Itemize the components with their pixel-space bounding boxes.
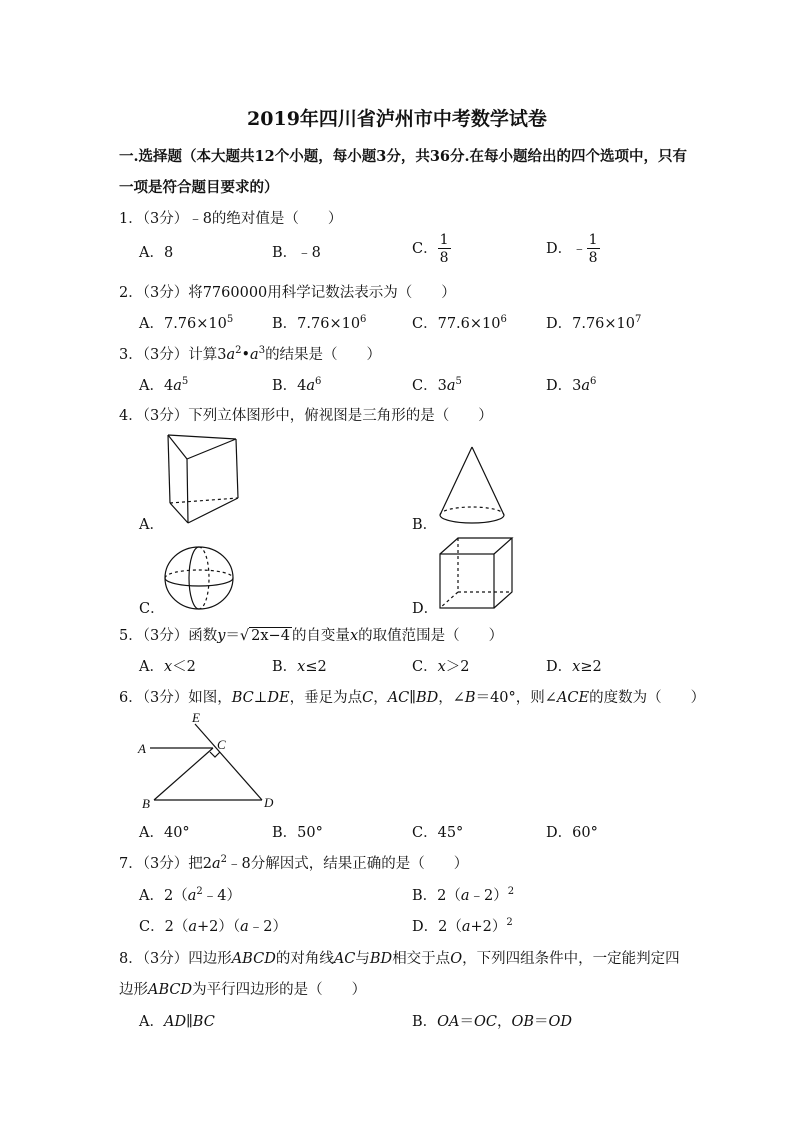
radicand: 2x−4 xyxy=(251,628,290,644)
question-1-option-b: B．﹣8 xyxy=(272,245,321,261)
question-2-option-b: B．$7.76\times 10^6$ xyxy=(272,314,367,332)
question-3-option-d: D．$3a^6$ xyxy=(546,376,597,394)
question-2-stem: 2．（3分）将7760000用科学记数法表示为（ ） xyxy=(119,285,456,301)
cube-figure xyxy=(436,536,516,612)
question-8-stem-line-1: 8．（3分）四边形ABCD的对角线AC与BD相交于点O，下列四组条件中，一定能判定四 xyxy=(119,951,680,967)
question-3-option-b: B．$4a^6$ xyxy=(272,376,322,394)
question-8-option-a: A．AD∥BC xyxy=(139,1014,215,1030)
question-8-option-b: B．OA＝OC，OB＝OD xyxy=(412,1014,573,1030)
question-3-option-a: A．$4a^5$ xyxy=(139,376,189,394)
question-5-stem: 5．（3分）函数y＝√ 2x−4 的自变量x的取值范围是（ ） xyxy=(119,628,504,644)
question-5-option-d: D．x≥2 xyxy=(546,659,602,675)
question-2-option-d: D．$7.76\times 10^7$ xyxy=(546,314,642,332)
question-1-stem: 1．（3分）﹣8的绝对值是（ ） xyxy=(119,211,343,227)
label-A: A xyxy=(138,741,146,756)
question-3-option-c: C．$3a^5$ xyxy=(412,376,462,394)
question-6-option-c: C．45° xyxy=(412,825,464,841)
question-4-option-a: A． xyxy=(139,517,164,533)
question-4-option-d: D． xyxy=(412,601,439,617)
question-7-option-b: B．2（a﹣2）$^2$ xyxy=(412,886,515,904)
triangular-prism-figure xyxy=(160,433,250,525)
question-1-option-a: A．8 xyxy=(139,245,174,261)
question-4-option-c: C． xyxy=(139,601,165,617)
question-2-option-c: C．$77.6\times 10^6$ xyxy=(412,314,507,332)
question-5-option-c: C．x＞2 xyxy=(412,659,470,675)
question-6-option-d: D．60° xyxy=(546,825,598,841)
question-3-stem: 3．（3分）计算$3a^2•a^3$的结果是（ ） xyxy=(119,345,382,363)
question-1-option-c: C． $\frac{1}{8}$ xyxy=(412,232,449,266)
question-8-stem-line-2: 边形ABCD为平行四边形的是（ ） xyxy=(119,982,367,998)
sphere-figure xyxy=(163,545,235,611)
page-title: 2019年四川省泸州市中考数学试卷 xyxy=(247,108,547,130)
question-5-option-b: B．x≤2 xyxy=(272,659,327,675)
cone-figure xyxy=(436,445,508,527)
radical-sign: √ xyxy=(239,628,250,644)
question-4-stem: 4．（3分）下列立体图形中，俯视图是三角形的是（ ） xyxy=(119,408,493,424)
label-D: D xyxy=(264,795,274,810)
question-7-option-a: A．$2(a^2﹣4)$ xyxy=(139,886,241,904)
question-6-option-a: A．40° xyxy=(139,825,190,841)
question-6-stem: 6．（3分）如图，BC⊥DE，垂足为点C，AC∥BD，∠B＝40°，则∠ACE的度数为（ ） xyxy=(119,690,706,706)
question-1-option-d: D．﹣ $\frac{1}{8}$ xyxy=(546,232,598,266)
fraction: $\frac{1}{8}$ xyxy=(588,232,598,266)
label-B: B xyxy=(142,796,150,811)
label-C: C xyxy=(217,737,226,752)
section-heading-line-1: 一.选择题（本大题共12个小题，每小题3分，共36分.在每小题给出的四个选项中，只有 xyxy=(119,148,688,165)
question-4-option-b: B． xyxy=(412,517,438,533)
section-heading-line-2: 一项是符合题目要求的） xyxy=(119,179,279,196)
label-E: E xyxy=(192,710,200,725)
question-7-option-d: D．$2(a+2)^2$ xyxy=(412,917,513,935)
geometry-figure xyxy=(136,708,286,812)
question-5-option-a: A．x＜2 xyxy=(139,659,196,675)
fraction: $\frac{1}{8}$ xyxy=(439,232,449,266)
question-7-stem: 7．（3分）把$2a^2﹣8$分解因式，结果正确的是（ ） xyxy=(119,854,469,872)
question-7-option-c: C．2（a+2）（a﹣2） xyxy=(139,919,287,935)
question-6-option-b: B．50° xyxy=(272,825,323,841)
question-2-option-a: A．$7.76\times 10^5$ xyxy=(139,314,234,332)
